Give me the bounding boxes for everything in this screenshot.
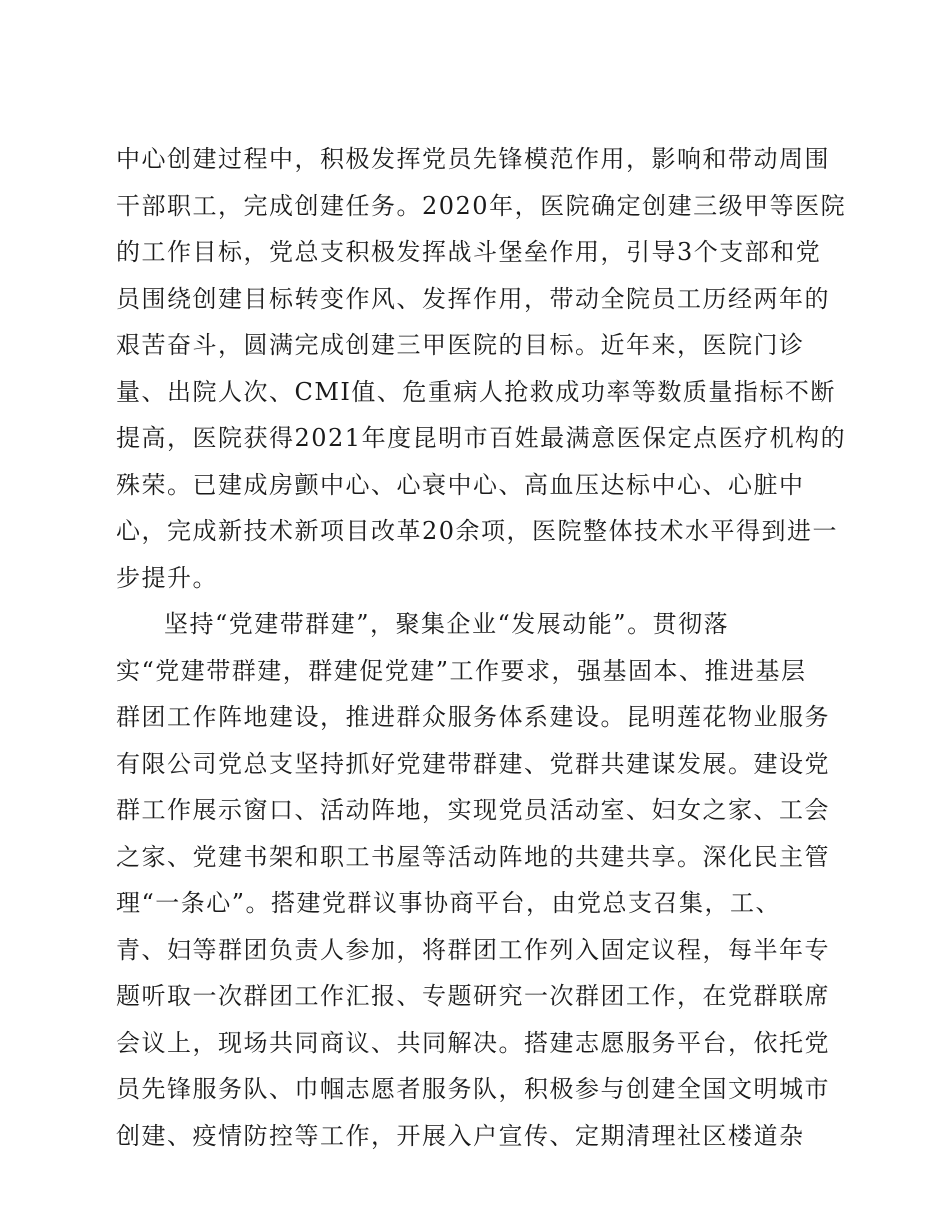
text-line: 员先锋服务队、巾帼志愿者服务队，积极参与创建全国文明城市 <box>116 1075 830 1103</box>
text-line: 群团工作阵地建设，推进群众服务体系建设。昆明莲花物业服务 <box>116 703 830 731</box>
text-line: 干部职工，完成创建任务。2020年，医院确定创建三级甲等医院 <box>116 191 847 220</box>
text-line: 理“一条心”。搭建党群议事协商平台，由党总支召集，工、 <box>116 889 782 917</box>
text-line: 会议上，现场共同商议、共同解决。搭建志愿服务平台，依托党 <box>116 1028 830 1057</box>
text-line: 的工作目标，党总支积极发挥战斗堡垒作用，引导3个支部和党 <box>116 238 822 266</box>
text-line: 之家、党建书架和职工书屋等活动阵地的共建共享。深化民主管 <box>116 842 830 871</box>
text-line: 创建、疫情防控等工作，开展入户宣传、定期清理社区楼道杂 <box>116 1121 805 1150</box>
text-line: 题听取一次群团工作汇报、专题研究一次群团工作，在党群联席 <box>116 982 830 1010</box>
text-line: 青、妇等群团负责人参加，将群团工作列入固定议程，每半年专 <box>116 935 830 964</box>
text-line: 艰苦奋斗，圆满完成创建三甲医院的目标。近年来，医院门诊 <box>116 331 805 359</box>
text-line: 心，完成新技术新项目改革20余项，医院整体技术水平得到进一 <box>116 517 839 545</box>
document-body <box>116 136 847 1159</box>
text-line: 殊荣。已建成房颤中心、心衰中心、高血压达标中心、心脏中 <box>116 470 805 499</box>
text-line: 有限公司党总支坚持抓好党建带群建、党群共建谋发展。建设党 <box>116 749 830 778</box>
paragraph-first-line: 坚持“党建带群建”，聚集企业“发展动能”。贯彻落 <box>164 610 730 638</box>
text-line: 中心创建过程中，积极发挥党员先锋模范作用，影响和带动周围 <box>116 145 830 173</box>
text-line: 员围绕创建目标转变作风、发挥作用，带动全院员工历经两年的 <box>116 284 830 313</box>
text-line: 步提升。 <box>116 563 218 592</box>
text-line: 群工作展示窗口、活动阵地，实现党员活动室、妇女之家、工会 <box>116 796 830 824</box>
text-line: 提高，医院获得2021年度昆明市百姓最满意医保定点医疗机构的 <box>116 424 847 452</box>
text-line: 实“党建带群建，群建促党建”工作要求，强基固本、推进基层 <box>116 656 807 685</box>
text-line: 量、出院人次、CMI值、危重病人抢救成功率等数质量指标不断 <box>116 377 836 406</box>
